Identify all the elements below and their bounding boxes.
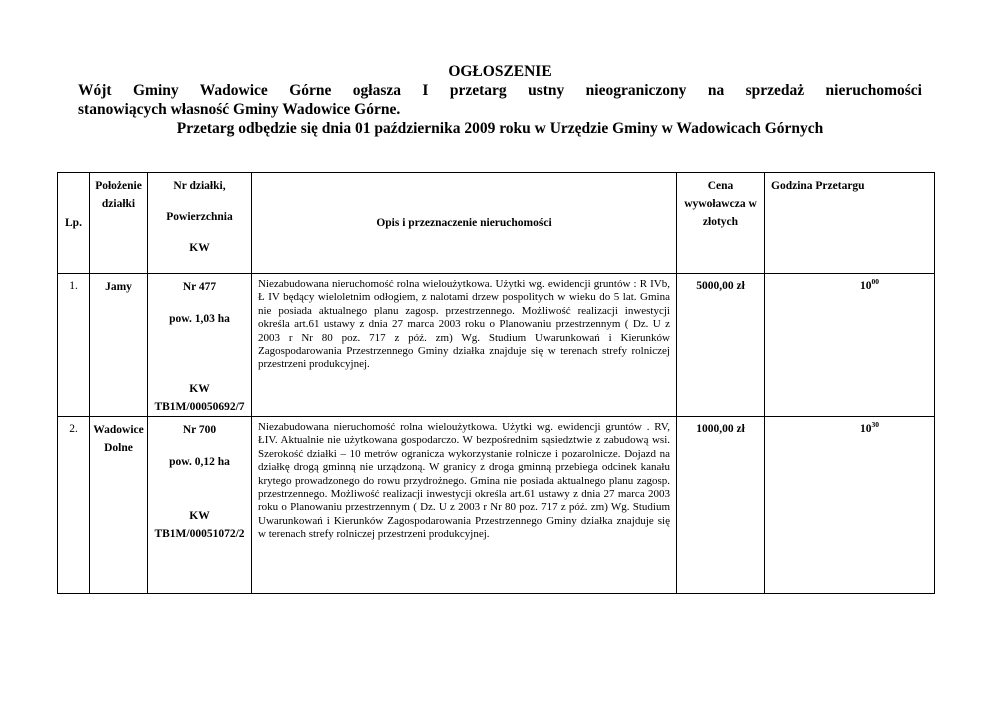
row-godzina-hour: 10 bbox=[860, 423, 872, 435]
row-godzina-hour: 10 bbox=[860, 280, 872, 292]
row-nr-dzialki bbox=[148, 417, 252, 594]
header-polozenie: Położenie działki bbox=[90, 173, 148, 274]
row-godzina-minutes: 30 bbox=[871, 420, 879, 429]
table-row bbox=[58, 274, 935, 417]
header-nr-label: Nr działki, bbox=[173, 180, 226, 192]
row-powierzchnia: pow. 0,12 ha bbox=[169, 456, 230, 468]
row-kw bbox=[148, 380, 251, 416]
property-table bbox=[57, 172, 935, 594]
header-nr-dzialki bbox=[148, 173, 252, 274]
row-kw bbox=[148, 507, 251, 543]
header-opis: Opis i przeznaczenie nieruchomości bbox=[252, 173, 677, 274]
announcement-line-3: Przetarg odbędzie się dnia 01 października 2009 roku w Urzędzie Gminy w Wadowicach Górnych bbox=[176, 120, 824, 137]
announcement-line-1: Wójt Gminy Wadowice Górne ogłasza I przetarg ustny nieograniczony na sprzedaż nieruchomości bbox=[78, 82, 922, 99]
row-godzina-minutes: 00 bbox=[871, 277, 879, 286]
row-polozenie: Jamy bbox=[90, 274, 148, 417]
row-kw-label: KW bbox=[189, 510, 210, 522]
row-nr-dzialki bbox=[148, 274, 252, 417]
row-cena: 5000,00 zł bbox=[677, 274, 765, 417]
row-kw-value: TB1M/00051072/2 bbox=[154, 528, 245, 540]
row-polozenie: Wadowice Dolne bbox=[90, 417, 148, 594]
row-lp: 1. bbox=[58, 274, 90, 417]
row-nr: Nr 477 bbox=[182, 281, 217, 293]
table-row bbox=[58, 417, 935, 594]
row-opis: Niezabudowana nieruchomość rolna wielоużytkowa. Użytki wg. ewidencji gruntów . RV, ŁIV. Aktualnie nie użytkowana gospodarczo. W bezpośrednim sąsiedztwie z zabudową wsi. Szerokość działki – 10 metrów ogranicza wykorzystanie rolnicze i pozarolnicze. Dojazd na działkę drogą gminną nie urządzoną. W granicy z droga gminną przebiega odcinek kanału krytego prowadzonego do rowu przydrożnego. Gmina nie posiada aktualnego planu zagosp. przestrzennego. Możliwość realizacji inwestycji określa art.61 ustawy z dnia 27 marca 2003 roku o Planowaniu przestrzennym ( Dz. U z 2003 r Nr 80 poz. 717 z póź. zm) Wg. Studium Uwarunkowań i Kierunków Zagospodarowania Przestrzennego Gminy działka znajduje się w terenach strefy rolniczej przestrzeni produkcyjnej. bbox=[252, 417, 677, 594]
table-header-row bbox=[58, 173, 935, 274]
header-lp: Lp. bbox=[58, 173, 90, 274]
announcement-title: OGŁOSZENIE bbox=[448, 63, 552, 80]
header-godzina: Godzina Przetargu bbox=[765, 173, 935, 274]
header-cena: Cena wywoławcza w złotych bbox=[677, 173, 765, 274]
row-kw-label: KW bbox=[189, 383, 210, 395]
row-lp: 2. bbox=[58, 417, 90, 594]
row-cena: 1000,00 zł bbox=[677, 417, 765, 594]
row-godzina bbox=[765, 417, 935, 594]
announcement-line-2: stanowiących własność Gminy Wadowice Górne. bbox=[78, 101, 401, 118]
header-powierzchnia: Powierzchnia bbox=[166, 211, 233, 223]
header-kw: KW bbox=[189, 242, 210, 254]
row-kw-value: TB1M/00050692/7 bbox=[154, 401, 245, 413]
row-powierzchnia: pow. 1,03 ha bbox=[169, 313, 230, 325]
row-opis: Niezabudowana nieruchomość rolna wielоużytkowa. Użytki wg. ewidencji gruntów : R IVb, Ł IV będący wieloletnim odłogiem, z nalotami drzew pospolitych w wieku do 5 lat. Gmina nie posiada aktualnego planu zagosp. przestrzennego. Możliwość realizacji inwestycji określa art.61 ustawy z dnia 27 marca 2003 roku o Planowaniu przestrzennym ( Dz. U z 2003 r Nr 80 poz. 717 z póź. zm) Wg. Studium Uwarunkowań i Kierunków Zagospodarowania Przestrzennego Gminy działka znajduje się w terenach strefy rolniczej przestrzeni produkcyjnej. bbox=[252, 274, 677, 417]
row-godzina bbox=[765, 274, 935, 417]
row-nr: Nr 700 bbox=[182, 424, 217, 436]
announcement-header bbox=[60, 62, 940, 138]
